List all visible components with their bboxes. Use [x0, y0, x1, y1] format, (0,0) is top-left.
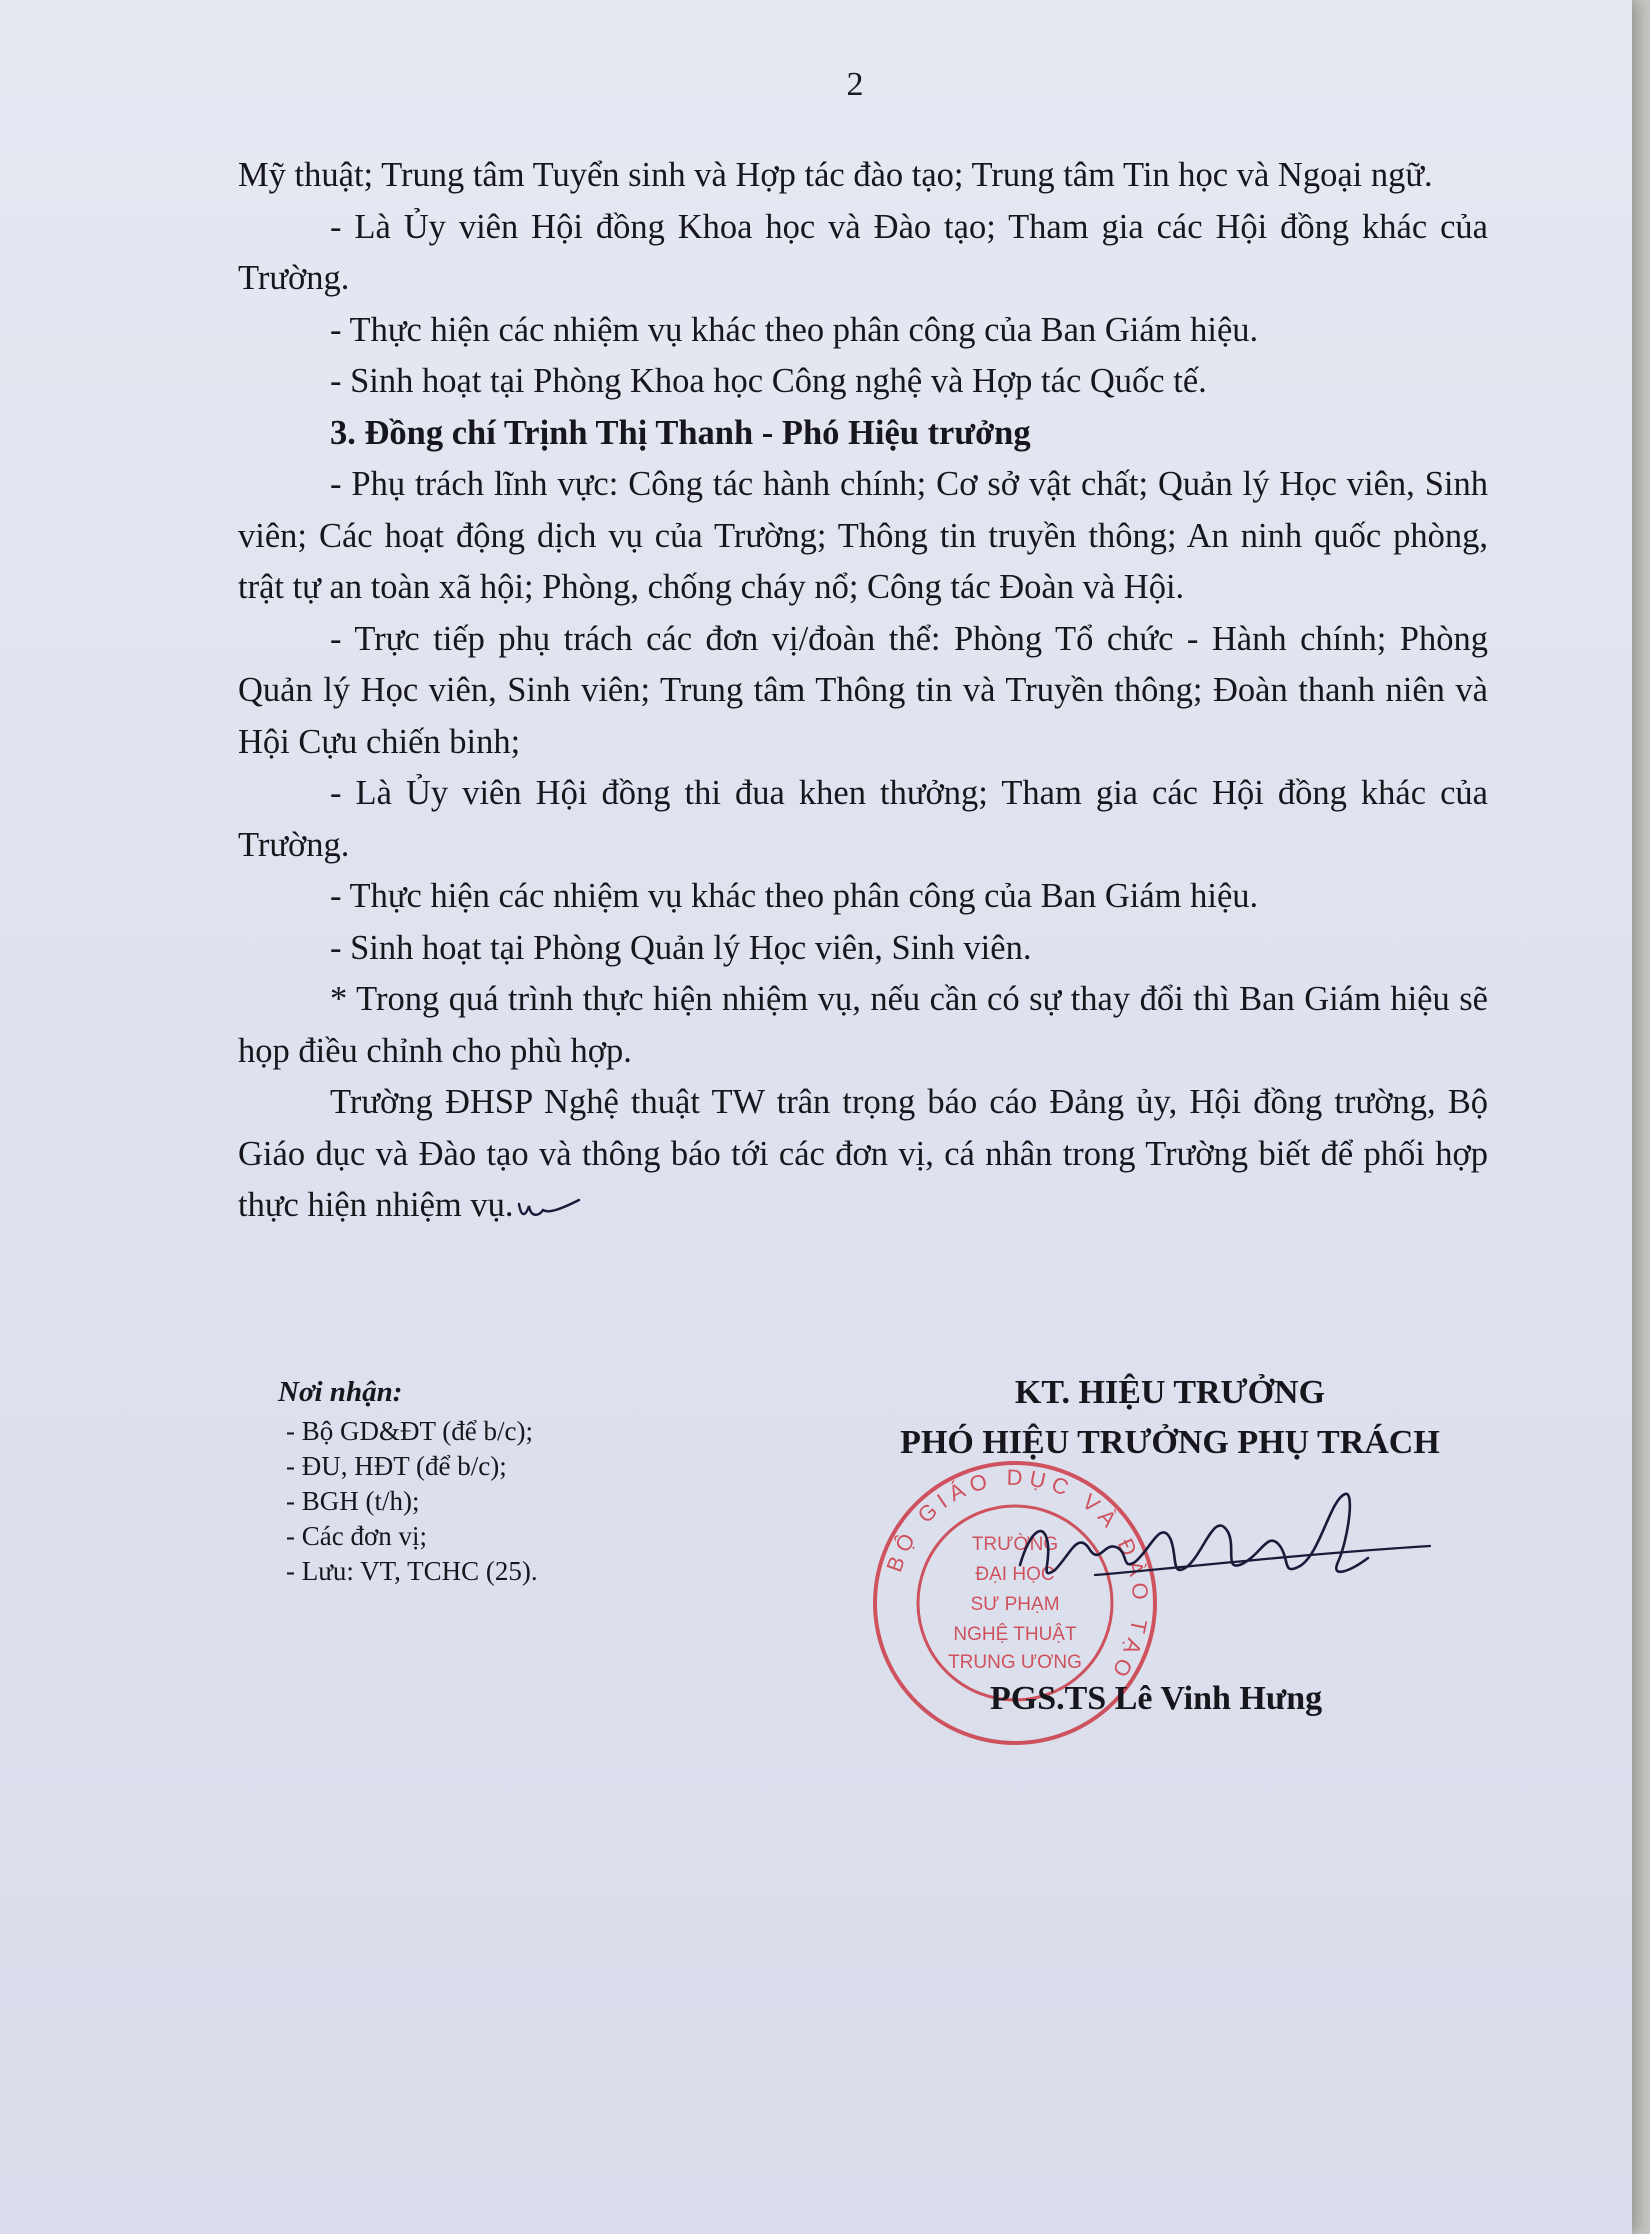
- body-paragraph: - Sinh hoạt tại Phòng Quản lý Học viên, Sinh viên.: [330, 928, 1032, 967]
- body-paragraph: - Thực hiện các nhiệm vụ khác theo phân công của Ban Giám hiệu.: [330, 310, 1259, 349]
- body-paragraph: - Là Ủy viên Hội đồng thi đua khen thưởng; Tham gia các Hội đồng khác của Trường.: [238, 774, 1488, 864]
- document-body: [238, 150, 1488, 1232]
- handwritten-initial-mark: [513, 1192, 583, 1222]
- signature-title-line2: PHÓ HIỆU TRƯỞNG PHỤ TRÁCH: [900, 1424, 1440, 1461]
- body-paragraph: - Trực tiếp phụ trách các đơn vị/đoàn thể: Phòng Tổ chức - Hành chính; Phòng Quản lý Học viên, Sinh viên; Trung tâm Thông tin và Truyền thông; Đoàn thanh niên và Hội Cựu chiến binh;: [238, 619, 1488, 761]
- recipients-title: Nơi nhận:: [278, 1376, 403, 1408]
- recipients-block: [278, 1375, 538, 1589]
- signer-name: PGS.TS Lê Vinh Hưng: [990, 1680, 1323, 1717]
- body-paragraph: Mỹ thuật; Trung tâm Tuyển sinh và Hợp tác đào tạo; Trung tâm Tin học và Ngoại ngữ.: [238, 156, 1433, 194]
- svg-text:NGHỆ THUẬT: NGHỆ THUẬT: [953, 1624, 1077, 1645]
- section-heading: 3. Đồng chí Trịnh Thị Thanh - Phó Hiệu trưởng: [330, 413, 1031, 452]
- svg-text:TRƯỜNG: TRƯỜNG: [971, 1534, 1059, 1555]
- svg-text:TRUNG ƯƠNG: TRUNG ƯƠNG: [948, 1652, 1082, 1673]
- body-paragraph: - Là Ủy viên Hội đồng Khoa học và Đào tạo; Tham gia các Hội đồng khác của Trường.: [238, 207, 1488, 297]
- body-paragraph: Trường ĐHSP Nghệ thuật TW trân trọng báo cáo Đảng ủy, Hội đồng trường, Bộ Giáo dục và Đào tạo và thông báo tới các đơn vị, cá nhân trong Trường biết để phối hợp thực hiện nhiệm vụ.: [238, 1083, 1488, 1224]
- svg-text:SƯ PHẠM: SƯ PHẠM: [970, 1594, 1060, 1615]
- signature-title-block: [790, 1368, 1550, 1468]
- recipient-item: - ĐU, HĐT (để b/c);: [286, 1451, 507, 1481]
- recipient-item: - Lưu: VT, TCHC (25).: [286, 1556, 538, 1586]
- page-number: 2: [846, 66, 864, 103]
- svg-text:ĐẠI HỌC: ĐẠI HỌC: [975, 1564, 1055, 1585]
- body-paragraph: * Trong quá trình thực hiện nhiệm vụ, nếu cần có sự thay đổi thì Ban Giám hiệu sẽ họp điều chỉnh cho phù hợp.: [238, 980, 1488, 1070]
- signature-title-line1: KT. HIỆU TRƯỞNG: [1014, 1374, 1326, 1411]
- body-paragraph: - Thực hiện các nhiệm vụ khác theo phân công của Ban Giám hiệu.: [330, 877, 1259, 915]
- recipients-list: [278, 1414, 538, 1589]
- recipient-item: - Bộ GD&ĐT (để b/c);: [286, 1416, 533, 1446]
- body-paragraph: - Sinh hoạt tại Phòng Khoa học Công nghệ và Hợp tác Quốc tế.: [330, 362, 1207, 400]
- recipient-item: - BGH (t/h);: [286, 1486, 420, 1516]
- body-paragraph: - Phụ trách lĩnh vực: Công tác hành chính; Cơ sở vật chất; Quản lý Học viên, Sinh viên; Các hoạt động dịch vụ của Trường; Thông tin truyền thông; An ninh quốc phòng, trật tự an toàn xã hội; Phòng, chống cháy nổ; Công tác Đoàn và Hội.: [238, 465, 1488, 606]
- svg-text:BỘ GIÁO DỤC VÀ ĐÀO TẠO: BỘ GIÁO DỤC VÀ ĐÀO TẠO: [881, 1464, 1154, 1687]
- recipient-item: - Các đơn vị;: [286, 1521, 427, 1551]
- handwritten-signature: [1000, 1470, 1440, 1620]
